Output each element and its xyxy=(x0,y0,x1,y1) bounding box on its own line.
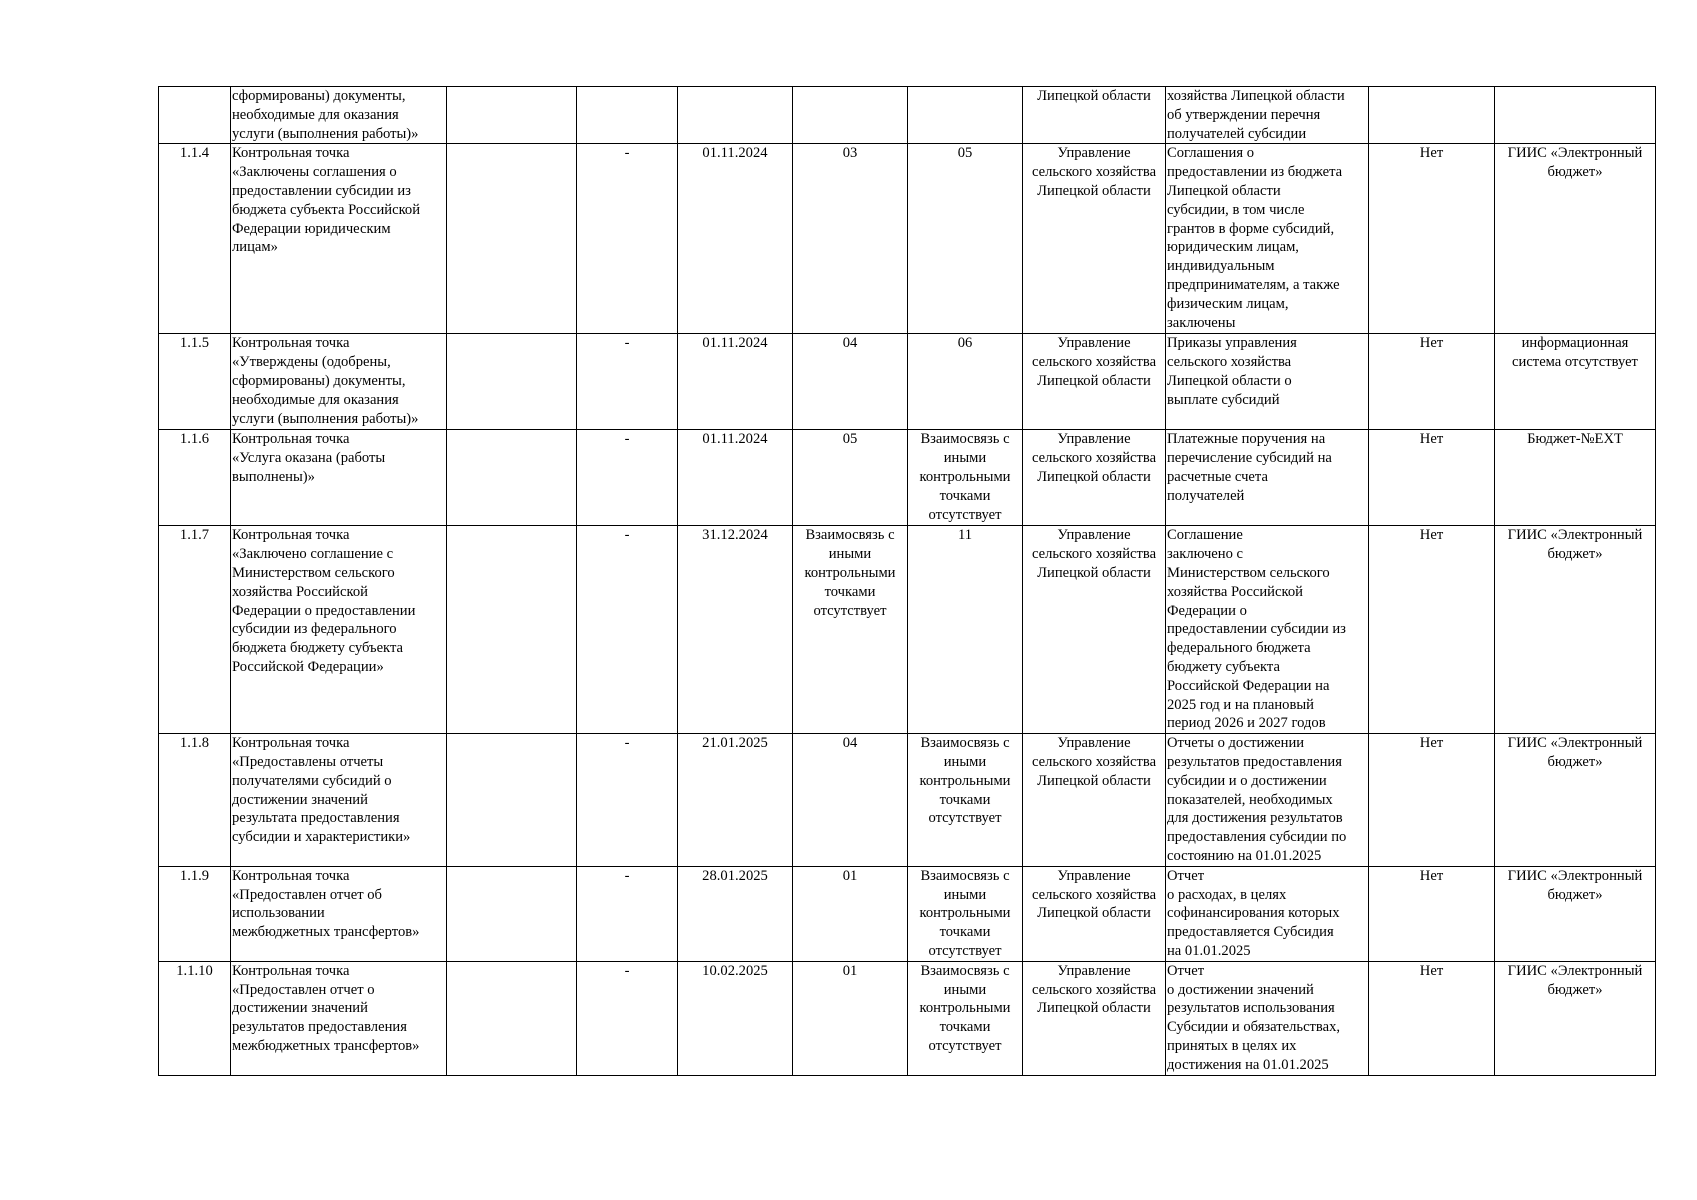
predecessor-cell xyxy=(793,87,908,144)
cell-col10: Нет xyxy=(1369,866,1495,961)
cell-col10: Нет xyxy=(1369,526,1495,734)
predecessor-cell: 04 xyxy=(793,734,908,867)
row-number: 1.1.4 xyxy=(159,144,231,334)
row-number: 1.1.9 xyxy=(159,866,231,961)
table-row xyxy=(159,144,1656,334)
information-system xyxy=(1495,87,1656,144)
information-system: ГИИС «Электронный бюджет» xyxy=(1495,734,1656,867)
row-number: 1.1.10 xyxy=(159,961,231,1075)
cell-col3 xyxy=(447,961,577,1075)
table-row xyxy=(159,866,1656,961)
information-system: Бюджет-№EXT xyxy=(1495,430,1656,526)
table-row xyxy=(159,334,1656,430)
table-body xyxy=(159,87,1656,1076)
predecessor-cell: 01 xyxy=(793,866,908,961)
row-number: 1.1.7 xyxy=(159,526,231,734)
cell-col4: - xyxy=(577,526,678,734)
cell-col4: - xyxy=(577,961,678,1075)
row-number: 1.1.5 xyxy=(159,334,231,430)
cell-col3 xyxy=(447,526,577,734)
predecessor-cell: 03 xyxy=(793,144,908,334)
cell-col10 xyxy=(1369,87,1495,144)
control-points-table xyxy=(158,86,1656,1076)
cell-col3 xyxy=(447,144,577,334)
deadline-date: 01.11.2024 xyxy=(678,144,793,334)
table-row xyxy=(159,526,1656,734)
information-system: ГИИС «Электронный бюджет» xyxy=(1495,526,1656,734)
deadline-date: 31.12.2024 xyxy=(678,526,793,734)
responsible-body: Управление сельского хозяйства Липецкой области xyxy=(1023,526,1166,734)
successor-cell: Взаимосвязь с иными контрольными точками отсутствует xyxy=(908,734,1023,867)
confirming-document: Соглашения о предоставлении из бюджета Липецкой области субсидии, в том числе грантов в форме субсидий, юридическим лицам, индивидуальным предпринимателям, а также физическим лицам, заключены xyxy=(1166,144,1369,334)
cell-col4: - xyxy=(577,144,678,334)
confirming-document: Отчеты о достижении результатов предоставления субсидии и о достижении показателей, необходимых для достижения результатов предоставления субсидии по состоянию на 01.01.2025 xyxy=(1166,734,1369,867)
control-point-name: Контрольная точка «Заключены соглашения о предоставлении субсидии из бюджета субъекта Российской Федерации юридическим лицам» xyxy=(231,144,447,334)
information-system: ГИИС «Электронный бюджет» xyxy=(1495,961,1656,1075)
deadline-date: 10.02.2025 xyxy=(678,961,793,1075)
deadline-date: 28.01.2025 xyxy=(678,866,793,961)
control-point-name: сформированы) документы, необходимые для оказания услуги (выполнения работы)» xyxy=(231,87,447,144)
control-point-name: Контрольная точка «Предоставлен отчет о достижении значений результатов предоставления межбюджетных трансфертов» xyxy=(231,961,447,1075)
confirming-document: Отчет о достижении значений результатов использования Субсидии и обязательствах, принятых в целях их достижения на 01.01.2025 xyxy=(1166,961,1369,1075)
successor-cell: Взаимосвязь с иными контрольными точками отсутствует xyxy=(908,866,1023,961)
successor-cell xyxy=(908,87,1023,144)
table-row xyxy=(159,734,1656,867)
confirming-document: хозяйства Липецкой области об утверждении перечня получателей субсидии xyxy=(1166,87,1369,144)
successor-cell: 05 xyxy=(908,144,1023,334)
predecessor-cell: 05 xyxy=(793,430,908,526)
successor-cell: Взаимосвязь с иными контрольными точками отсутствует xyxy=(908,430,1023,526)
confirming-document: Платежные поручения на перечисление субсидий на расчетные счета получателей xyxy=(1166,430,1369,526)
cell-col4 xyxy=(577,87,678,144)
cell-col3 xyxy=(447,87,577,144)
cell-col10: Нет xyxy=(1369,430,1495,526)
responsible-body: Управление сельского хозяйства Липецкой области xyxy=(1023,334,1166,430)
responsible-body: Управление сельского хозяйства Липецкой области xyxy=(1023,144,1166,334)
deadline-date: 01.11.2024 xyxy=(678,430,793,526)
information-system: информационная система отсутствует xyxy=(1495,334,1656,430)
responsible-body: Управление сельского хозяйства Липецкой области xyxy=(1023,961,1166,1075)
control-point-name: Контрольная точка «Предоставлены отчеты получателями субсидий о достижении значений результата предоставления субсидии и характеристики» xyxy=(231,734,447,867)
cell-col10: Нет xyxy=(1369,961,1495,1075)
responsible-body: Управление сельского хозяйства Липецкой области xyxy=(1023,430,1166,526)
table-row xyxy=(159,87,1656,144)
cell-col4: - xyxy=(577,866,678,961)
predecessor-cell: Взаимосвязь с иными контрольными точками отсутствует xyxy=(793,526,908,734)
row-number xyxy=(159,87,231,144)
successor-cell: 06 xyxy=(908,334,1023,430)
deadline-date: 01.11.2024 xyxy=(678,334,793,430)
cell-col3 xyxy=(447,334,577,430)
control-point-name: Контрольная точка «Утверждены (одобрены, сформированы) документы, необходимые для оказания услуги (выполнения работы)» xyxy=(231,334,447,430)
deadline-date: 21.01.2025 xyxy=(678,734,793,867)
control-point-name: Контрольная точка «Услуга оказана (работы выполнены)» xyxy=(231,430,447,526)
control-point-name: Контрольная точка «Заключено соглашение с Министерством сельского хозяйства Российской Федерации о предоставлении субсидии из федерального бюджета бюджету субъекта Российской Федерации» xyxy=(231,526,447,734)
cell-col4: - xyxy=(577,430,678,526)
cell-col10: Нет xyxy=(1369,334,1495,430)
responsible-body: Управление сельского хозяйства Липецкой области xyxy=(1023,734,1166,867)
cell-col3 xyxy=(447,866,577,961)
cell-col10: Нет xyxy=(1369,144,1495,334)
cell-col3 xyxy=(447,430,577,526)
successor-cell: Взаимосвязь с иными контрольными точками отсутствует xyxy=(908,961,1023,1075)
predecessor-cell: 01 xyxy=(793,961,908,1075)
cell-col4: - xyxy=(577,734,678,867)
confirming-document: Соглашение заключено с Министерством сельского хозяйства Российской Федерации о предоставлении субсидии из федерального бюджета бюджету субъекта Российской Федерации на 2025 год и на плановый период 2026 и 2027 годов xyxy=(1166,526,1369,734)
table-row xyxy=(159,961,1656,1075)
confirming-document: Отчет о расходах, в целях софинансирования которых предоставляется Субсидия на 01.01.2025 xyxy=(1166,866,1369,961)
information-system: ГИИС «Электронный бюджет» xyxy=(1495,866,1656,961)
information-system: ГИИС «Электронный бюджет» xyxy=(1495,144,1656,334)
row-number: 1.1.8 xyxy=(159,734,231,867)
deadline-date xyxy=(678,87,793,144)
successor-cell: 11 xyxy=(908,526,1023,734)
responsible-body: Управление сельского хозяйства Липецкой области xyxy=(1023,866,1166,961)
predecessor-cell: 04 xyxy=(793,334,908,430)
cell-col10: Нет xyxy=(1369,734,1495,867)
cell-col4: - xyxy=(577,334,678,430)
confirming-document: Приказы управления сельского хозяйства Липецкой области о выплате субсидий xyxy=(1166,334,1369,430)
cell-col3 xyxy=(447,734,577,867)
control-point-name: Контрольная точка «Предоставлен отчет об использовании межбюджетных трансфертов» xyxy=(231,866,447,961)
table-row xyxy=(159,430,1656,526)
row-number: 1.1.6 xyxy=(159,430,231,526)
responsible-body: Липецкой области xyxy=(1023,87,1166,144)
